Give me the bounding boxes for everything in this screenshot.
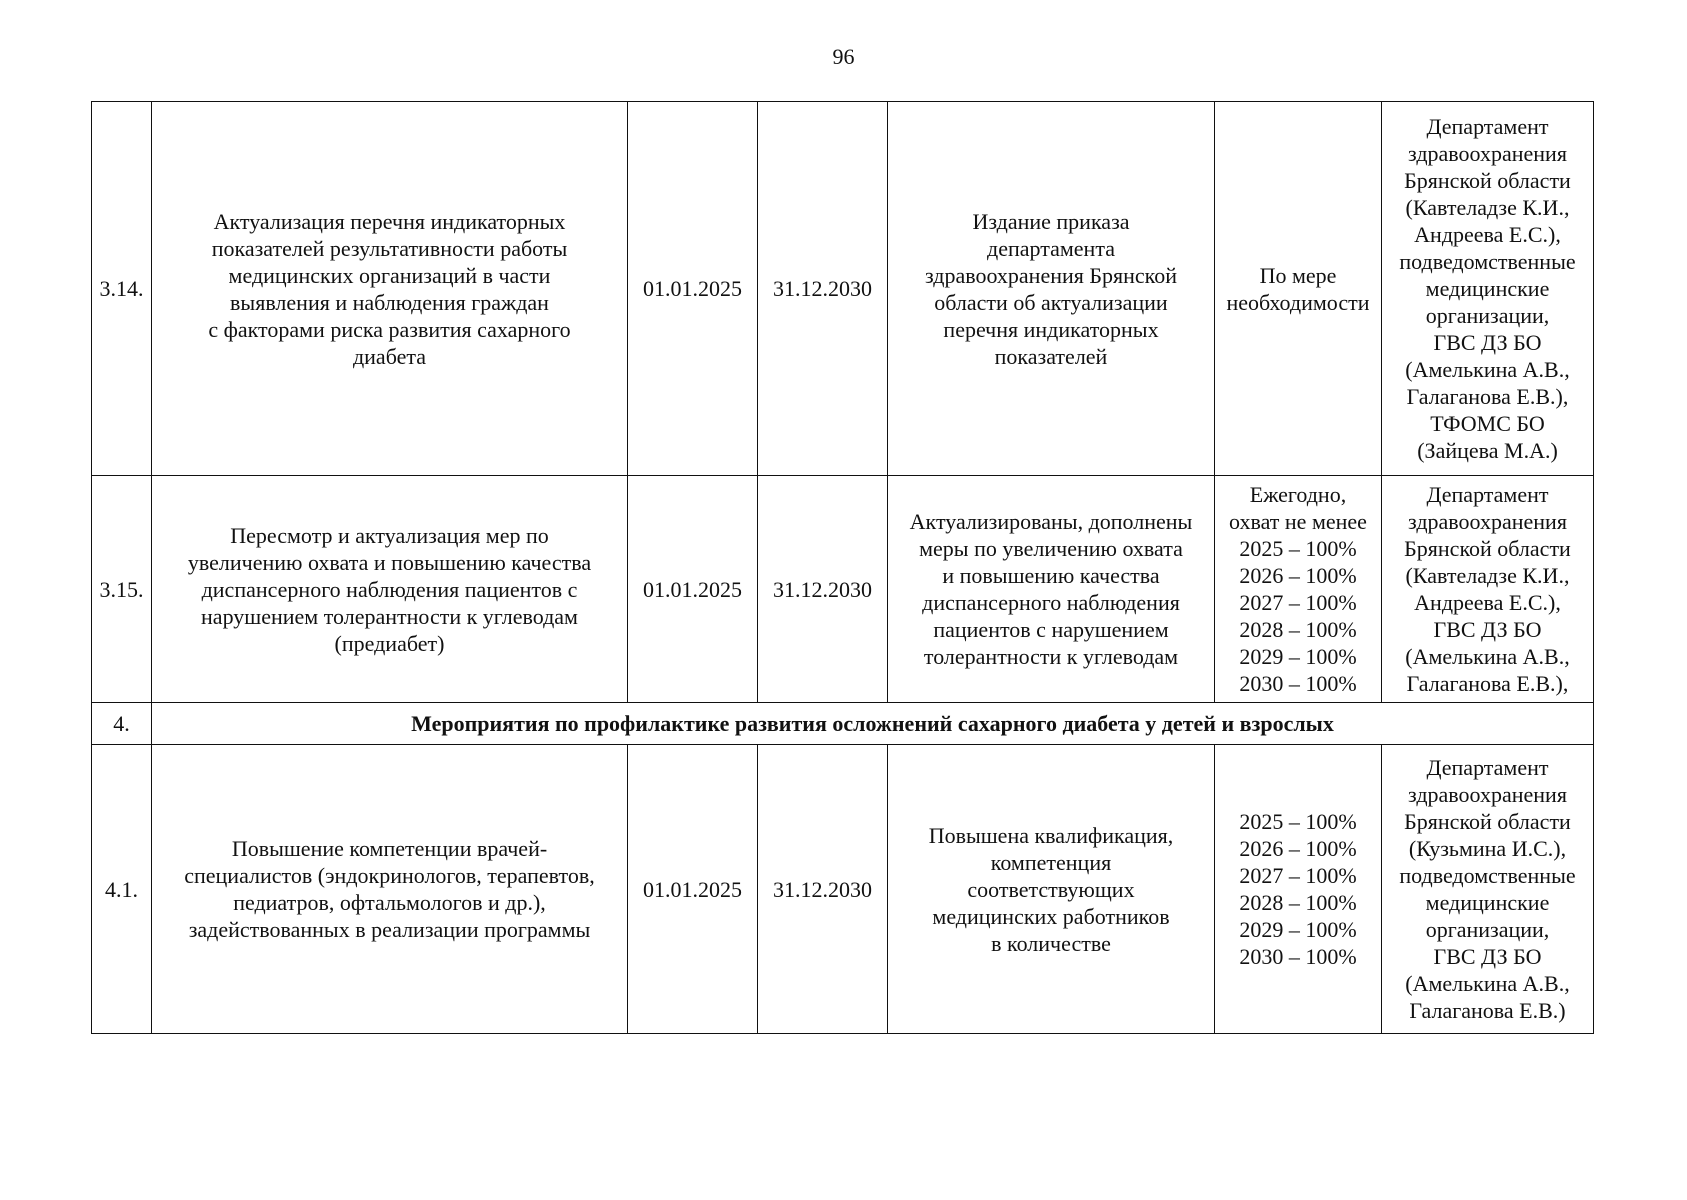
- result-text-line: перечня индикаторных: [943, 316, 1159, 342]
- responsible-text-line: ТФОМС БО: [1430, 411, 1545, 436]
- responsible-text-line: Брянской области: [1404, 809, 1571, 834]
- responsible-text-line: Галаганова Е.В.): [1409, 998, 1566, 1023]
- frequency-cell: [1215, 102, 1382, 476]
- result-text-line: показателей: [994, 343, 1108, 369]
- result-text-line: области об актуализации: [934, 289, 1168, 315]
- responsible-text-line: здравоохранения: [1408, 141, 1567, 166]
- frequency-text-line: 2029 – 100%: [1239, 644, 1357, 669]
- page-number: 96: [832, 44, 855, 69]
- result-text-line: пациентов с нарушением: [933, 617, 1169, 642]
- row-number-cell: 4.1.: [92, 745, 152, 1034]
- event-cell: [152, 745, 628, 1034]
- responsible-text-line: Департамент: [1426, 114, 1549, 139]
- row-number-cell: 3.14.: [92, 102, 152, 476]
- frequency-text-line: 2026 – 100%: [1239, 836, 1357, 861]
- frequency-text-line: 2029 – 100%: [1239, 917, 1357, 942]
- result-text-line: Издание приказа: [972, 208, 1130, 234]
- responsible-text-line: Брянской области: [1404, 536, 1571, 561]
- frequency-text-line: 2025 – 100%: [1239, 809, 1357, 834]
- program-plan-table: [91, 101, 1594, 1034]
- table-row: [92, 476, 1594, 703]
- responsible-text-line: Андреева Е.С.),: [1414, 590, 1561, 615]
- frequency-text-line: 2028 – 100%: [1239, 617, 1357, 642]
- start-date-cell: 01.01.2025: [628, 745, 758, 1034]
- result-text-line: меры по увеличению охвата: [919, 536, 1183, 561]
- event-text-line: Повышение компетенции врачей-: [231, 836, 548, 861]
- event-text-line: показателей результативности работы: [211, 235, 568, 261]
- result-text-line: и повышению качества: [942, 563, 1160, 588]
- responsible-text-line: (Амелькина А.В.,: [1405, 357, 1570, 382]
- frequency-text-line: 2028 – 100%: [1239, 890, 1357, 915]
- event-text-line: педиатров, офтальмологов и др.),: [233, 890, 546, 915]
- responsible-text-line: (Зайцева М.А.): [1417, 438, 1558, 463]
- event-text-line: диабета: [352, 343, 427, 369]
- table-row: [92, 102, 1594, 476]
- event-text-line: с факторами риска развития сахарного: [208, 316, 571, 342]
- frequency-text-line: 2026 – 100%: [1239, 563, 1357, 588]
- frequency-text-line: 2027 – 100%: [1239, 590, 1357, 615]
- responsible-text-line: Департамент: [1426, 755, 1549, 780]
- section-number-cell: 4.: [92, 703, 152, 745]
- result-text-line: в количестве: [991, 930, 1111, 956]
- responsible-text-line: подведомственные: [1399, 249, 1576, 274]
- result-text-line: диспансерного наблюдения: [922, 590, 1180, 615]
- result-text-line: толерантности к углеводам: [923, 644, 1179, 669]
- responsible-text-line: ГВС ДЗ БО: [1433, 330, 1542, 355]
- result-text-line: компетенция: [990, 849, 1112, 875]
- frequency-cell: [1215, 745, 1382, 1034]
- responsible-cell: [1382, 102, 1594, 476]
- event-cell: [152, 476, 628, 703]
- result-text-line: соответствующих: [967, 876, 1135, 902]
- event-text-line: Актуализация перечня индикаторных: [213, 208, 566, 234]
- event-text-line: (предиабет): [334, 630, 445, 656]
- responsible-text-line: здравоохранения: [1408, 782, 1567, 807]
- event-text-line: задействованных в реализации программы: [188, 917, 591, 942]
- event-cell: [152, 102, 628, 476]
- event-text-line: выявления и наблюдения граждан: [230, 289, 549, 315]
- frequency-text-line: необходимости: [1226, 289, 1370, 315]
- end-date-cell: 31.12.2030: [758, 745, 888, 1034]
- responsible-text-line: организации,: [1425, 917, 1550, 942]
- section-title: Мероприятия по профилактике развития осложнений сахарного диабета у детей и взрослых: [152, 703, 1594, 745]
- event-text-line: Пересмотр и актуализация мер по: [230, 522, 549, 548]
- responsible-cell: [1382, 745, 1594, 1034]
- responsible-text-line: ГВС ДЗ БО: [1433, 617, 1542, 642]
- result-text-line: департамента: [987, 235, 1115, 261]
- result-text-line: Повышена квалификация,: [928, 822, 1174, 848]
- event-text-line: медицинских организаций в части: [228, 262, 551, 288]
- start-date-cell: 01.01.2025: [628, 476, 758, 703]
- row-number-cell: 3.15.: [92, 476, 152, 703]
- responsible-text-line: медицинские: [1425, 276, 1550, 301]
- responsible-text-line: организации,: [1425, 303, 1550, 328]
- result-text-line: Актуализированы, дополнены: [909, 509, 1193, 534]
- event-text-line: специалистов (эндокринологов, терапевтов,: [184, 863, 595, 888]
- result-cell: [888, 102, 1215, 476]
- responsible-text-line: Брянской области: [1404, 168, 1571, 193]
- end-date-cell: 31.12.2030: [758, 102, 888, 476]
- event-text-line: нарушением толерантности к углеводам: [201, 603, 578, 629]
- responsible-text-line: ГВС ДЗ БО: [1433, 944, 1542, 969]
- frequency-text-line: 2030 – 100%: [1239, 671, 1357, 696]
- responsible-text-line: Департамент: [1426, 482, 1549, 507]
- result-text-line: здравоохранения Брянской: [924, 262, 1178, 288]
- responsible-text-line: Галаганова Е.В.),: [1406, 671, 1569, 696]
- responsible-text-line: (Амелькина А.В.,: [1405, 971, 1570, 996]
- responsible-text-line: (Амелькина А.В.,: [1405, 644, 1570, 669]
- table-row: [92, 745, 1594, 1034]
- frequency-text-line: 2025 – 100%: [1239, 536, 1357, 561]
- responsible-text-line: медицинские: [1425, 890, 1550, 915]
- frequency-text-line: 2027 – 100%: [1239, 863, 1357, 888]
- frequency-text-line: Ежегодно,: [1249, 482, 1347, 507]
- responsible-cell: [1382, 476, 1594, 703]
- frequency-text-line: охват не менее: [1229, 509, 1367, 534]
- result-text-line: медицинских работников: [932, 903, 1170, 929]
- event-text-line: увеличению охвата и повышению качества: [187, 549, 592, 575]
- responsible-text-line: подведомственные: [1399, 863, 1576, 888]
- end-date-cell: 31.12.2030: [758, 476, 888, 703]
- result-cell: [888, 476, 1215, 703]
- responsible-text-line: Галаганова Е.В.),: [1406, 384, 1569, 409]
- responsible-text-line: (Кавтеладзе К.И.,: [1405, 195, 1570, 220]
- start-date-cell: 01.01.2025: [628, 102, 758, 476]
- responsible-text-line: (Кавтеладзе К.И.,: [1405, 563, 1570, 588]
- responsible-text-line: (Кузьмина И.С.),: [1408, 836, 1567, 861]
- event-text-line: диспансерного наблюдения пациентов с: [201, 576, 578, 602]
- frequency-cell: [1215, 476, 1382, 703]
- frequency-text-line: 2030 – 100%: [1239, 944, 1357, 969]
- responsible-text-line: здравоохранения: [1408, 509, 1567, 534]
- frequency-text-line: По мере: [1259, 262, 1337, 288]
- result-cell: [888, 745, 1215, 1034]
- section-row: [92, 703, 1594, 745]
- responsible-text-line: Андреева Е.С.),: [1414, 222, 1561, 247]
